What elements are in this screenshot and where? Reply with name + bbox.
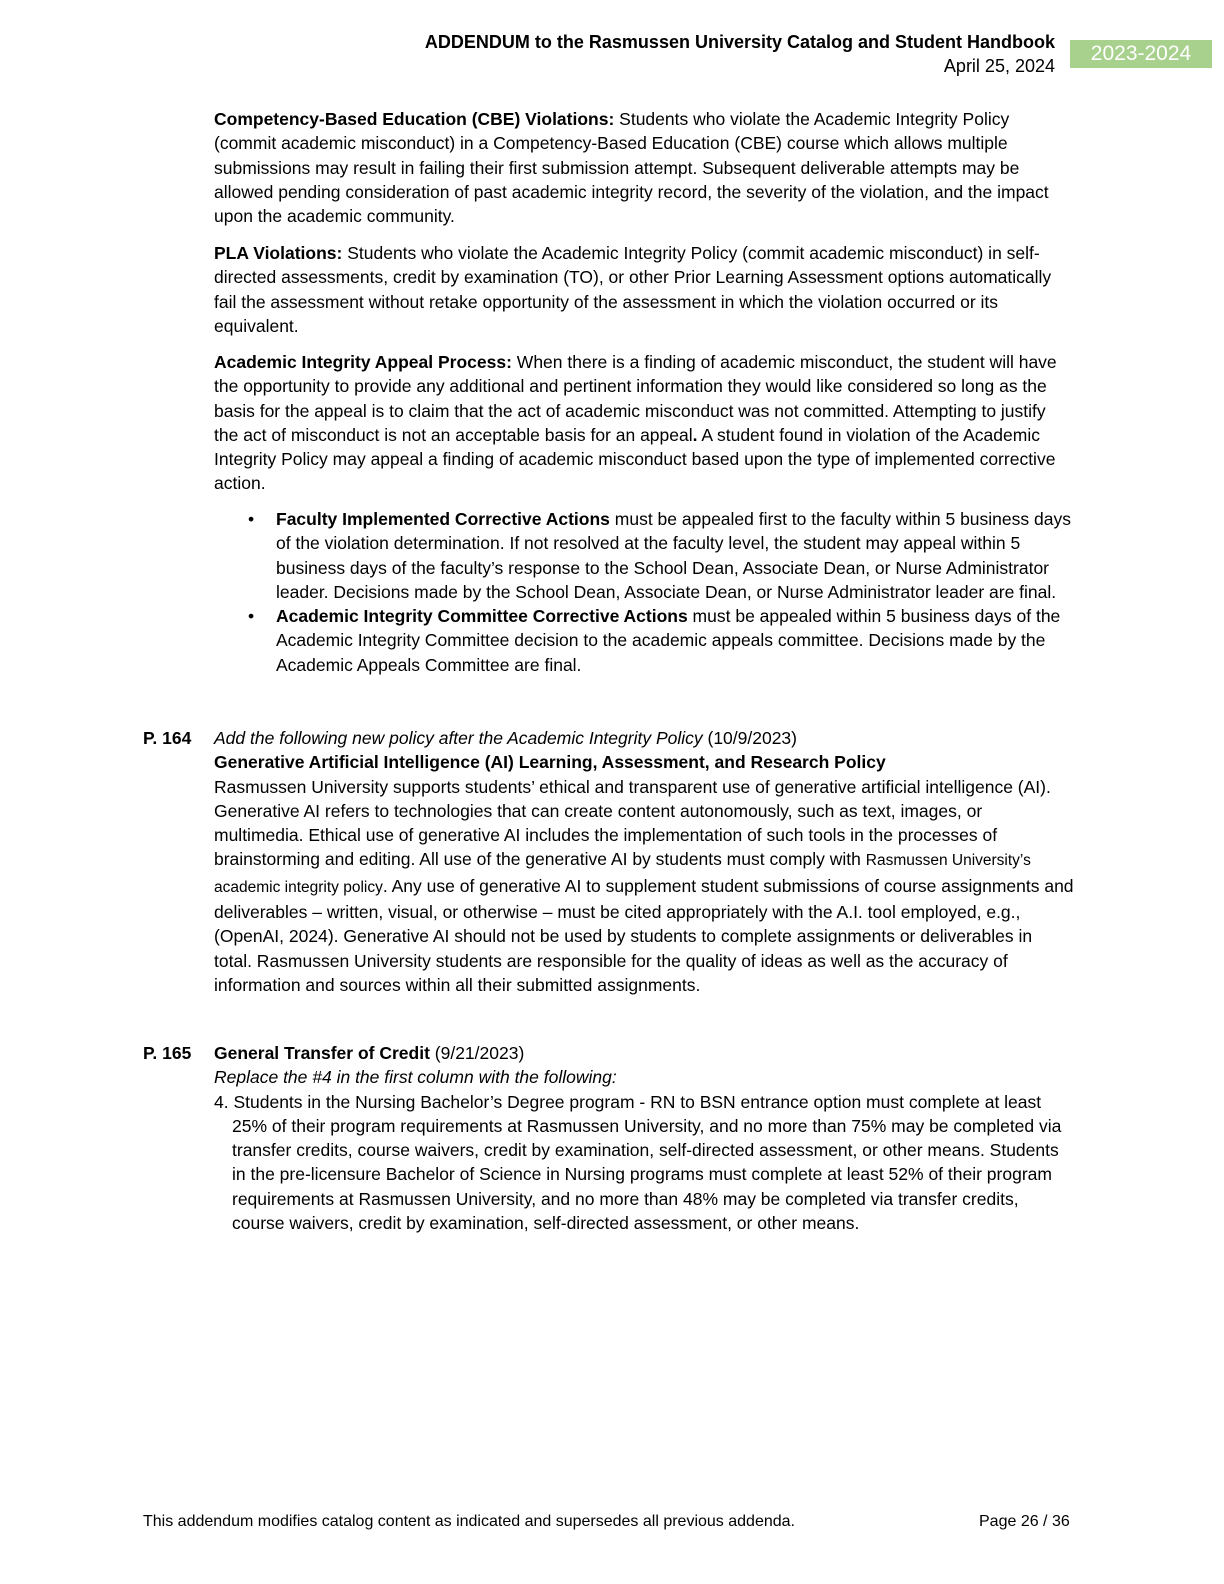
list-item: [248, 604, 1078, 677]
pla-violations-label: PLA Violations:: [214, 243, 343, 263]
transfer-credit-date: (9/21/2023): [429, 1043, 525, 1063]
transfer-credit-instruction: Replace the #4 in the first column with the following:: [214, 1067, 617, 1088]
committee-actions-text: must be appealed within 5 business days of the Academic Integrity Committee decision to the academic appeals committee. Decisions made by the Academic Appeals Committee are final.: [276, 606, 1061, 675]
ai-policy-heading: Generative Artificial Intelligence (AI) Learning, Assessment, and Research Policy: [214, 752, 886, 773]
page-ref-165: P. 165: [143, 1043, 192, 1063]
cbe-violations-label: Competency-Based Education (CBE) Violations:: [214, 109, 615, 129]
page-number: Page 26 / 36: [979, 1513, 1070, 1530]
appeal-process-text-a: When there is a finding of academic misconduct, the student will have the opportunity to provide any additional and pertinent information they would like considered so long as the basis for the appeal is to claim that the act of academic misconduct was not committed. Attempting to justify the act of misconduct is not an acceptable basis for an appeal: [214, 352, 1057, 445]
pla-violations-text: Students who violate the Academic Integrity Policy (commit academic misconduct) in self-directed assessments, credit by examination (TO), or other Prior Learning Assessment options automatically fail the assessment without retake opportunity of the assessment in which the violation occurred or its equivalent.: [214, 243, 1052, 336]
ai-policy-body-a: Rasmussen University supports students’ ethical and transparent use of generative artificial intelligence (AI). Generative AI refers to technologies that can create content autonomously, such as text, images, or multimedia. Ethical use of generative AI includes the implementation of such tools in the processes of brainstorming and editing. All use of the generative AI by students must comply with: [214, 776, 1051, 870]
appeal-process-text-b: A student found in violation of the Academic Integrity Policy may appeal a finding of academic misconduct based upon the type of implemented corrective action.: [214, 424, 1056, 494]
document-title: ADDENDUM to the Rasmussen University Catalog and Student Handbook: [424, 32, 1055, 52]
committee-actions-label: Academic Integrity Committee Corrective Actions: [276, 606, 688, 627]
corrective-actions-list: [248, 507, 1078, 677]
cbe-violations-paragraph: [214, 107, 1074, 228]
document-date: April 25, 2024: [943, 56, 1055, 76]
faculty-actions-text: must be appealed first to the faculty within 5 business days of the violation determination. If not resolved at the faculty level, the student may appeal within 5 business days of the faculty’s response to the School Dean, Associate Dean, or Nurse Administrator leader. Decisions made by the School Dean, Associate Dean, or Nurse Administrator leader are final.: [276, 509, 1071, 602]
bullet-icon: •: [248, 606, 255, 627]
appeal-process-label: Academic Integrity Appeal Process:: [214, 352, 512, 372]
year-badge: 2023-2024: [1070, 40, 1212, 68]
document-header: [425, 30, 1055, 78]
list-item: [248, 507, 1078, 604]
footer-note: This addendum modifies catalog content as indicated and supersedes all previous addenda.: [143, 1513, 795, 1530]
transfer-credit-item: 4. Students in the Nursing Bachelor’s Degree program - RN to BSN entrance option must complete at least 25% of their program requirements at Rasmussen University, and no more than 75% may be completed via transfer credits, course waivers, credit by examination, self-directed assessment, or other means. Students in the pre-licensure Bachelor of Science in Nursing programs must complete at least 52% of their program requirements at Rasmussen University, and no more than 48% may be completed via transfer credits, course waivers, credit by examination, self-directed assessment, or other means.: [214, 1091, 1062, 1234]
transfer-credit-section: [214, 1041, 1074, 1235]
ai-policy-date: (10/9/2023): [702, 728, 797, 748]
transfer-credit-heading: General Transfer of Credit: [214, 1043, 430, 1063]
ai-policy-section: [214, 726, 1074, 997]
ai-policy-instruction: Add the following new policy after the Academic Integrity Policy: [214, 728, 703, 748]
appeal-process-period: .: [692, 424, 698, 445]
cbe-violations-text: Students who violate the Academic Integrity Policy (commit academic misconduct) in a Competency-Based Education (CBE) course which allows multiple submissions may result in failing their first submission attempt. Subsequent deliverable attempts may be allowed pending consideration of past academic integrity record, the severity of the violation, and the impact upon the academic community.: [214, 109, 1049, 227]
ai-policy-body-b: . Any use of generative AI to supplement student submissions of course assignments and deliverables – written, visual, or otherwise – must be cited appropriately with the A.I. tool employed, e.g., (OpenAI, 2024). Generative AI should not be used by students to complete assignments or deliverables in total. Rasmussen University students are responsible for the quality of ideas as well as the accuracy of information and sources within all their submitted assignments.: [214, 875, 1074, 995]
ai-policy-body-small: Rasmussen University’s academic integrity policy: [214, 852, 1031, 896]
page-ref-164: P. 164: [143, 728, 192, 748]
faculty-actions-label: Faculty Implemented Corrective Actions: [276, 509, 610, 529]
bullet-icon: •: [248, 509, 255, 529]
pla-violations-paragraph: [214, 241, 1074, 338]
appeal-process-paragraph: [214, 350, 1074, 496]
